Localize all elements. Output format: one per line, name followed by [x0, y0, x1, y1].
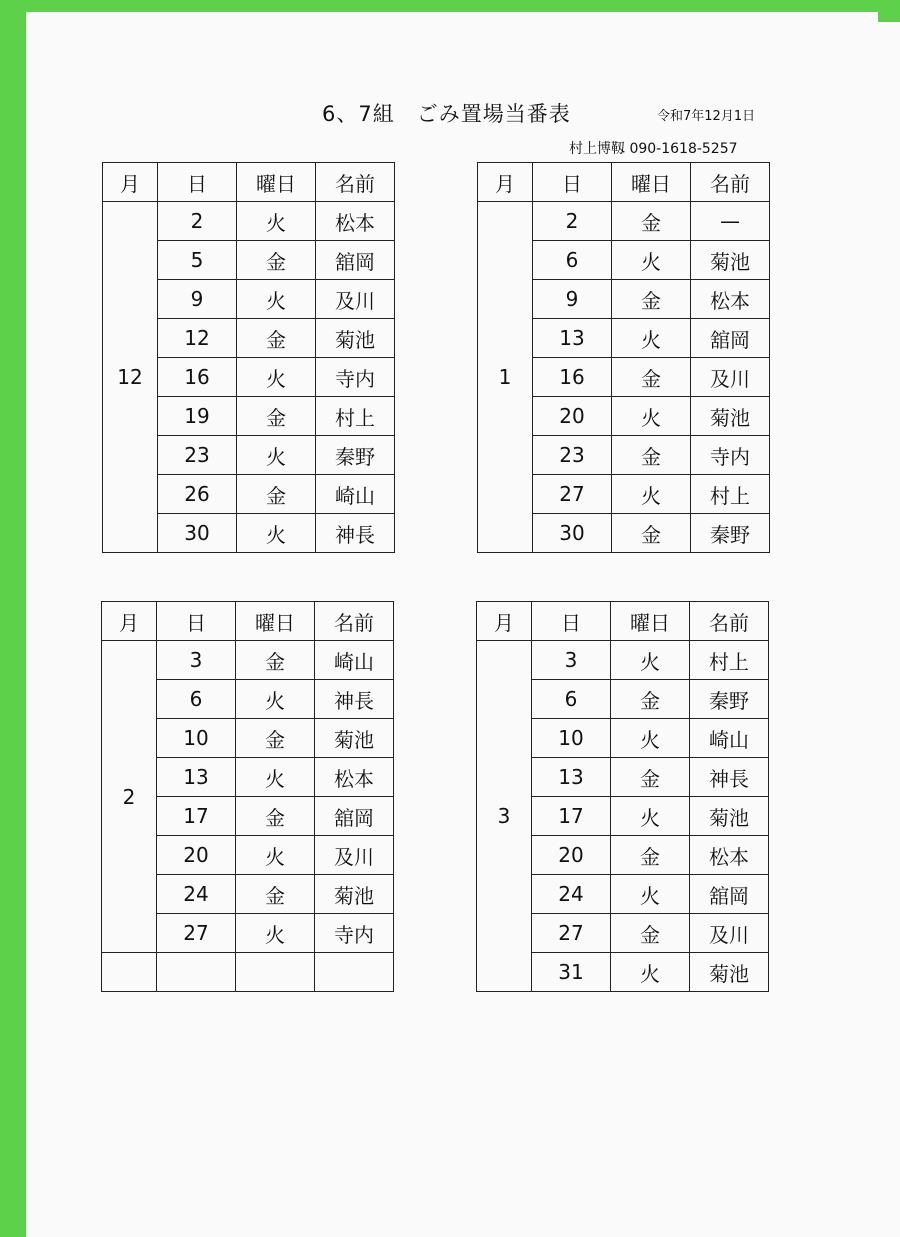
header-weekday: 曜日 [236, 602, 315, 641]
weekday-cell: 金 [236, 875, 315, 914]
day-cell: 20 [533, 397, 612, 436]
day-cell: 27 [532, 914, 611, 953]
schedule-table-december [102, 162, 395, 553]
weekday-cell: 火 [611, 719, 690, 758]
day-cell: 23 [158, 436, 237, 475]
day-cell: 30 [158, 514, 237, 553]
name-cell: 寺内 [316, 358, 395, 397]
month-cell: 2 [102, 641, 157, 953]
name-cell: 舘岡 [315, 797, 394, 836]
name-cell: 松本 [690, 836, 769, 875]
weekday-cell: 火 [236, 758, 315, 797]
weekday-cell: 火 [237, 358, 316, 397]
table-row [103, 202, 395, 241]
header-month: 月 [478, 163, 533, 202]
name-cell: 神長 [315, 680, 394, 719]
name-cell: 菊池 [316, 319, 395, 358]
weekday-cell: 火 [612, 319, 691, 358]
table-header-row [478, 163, 770, 202]
name-cell: 舘岡 [316, 241, 395, 280]
header-day: 日 [533, 163, 612, 202]
weekday-cell: 金 [236, 641, 315, 680]
day-cell: 3 [157, 641, 236, 680]
name-cell: 菊池 [315, 875, 394, 914]
weekday-cell: 金 [236, 719, 315, 758]
weekday-cell: 金 [612, 436, 691, 475]
weekday-cell: 火 [237, 202, 316, 241]
weekday-cell: 火 [611, 797, 690, 836]
weekday-cell: 火 [611, 875, 690, 914]
name-cell: 松本 [315, 758, 394, 797]
day-cell: 9 [158, 280, 237, 319]
weekday-cell: 金 [612, 280, 691, 319]
day-cell: 12 [158, 319, 237, 358]
day-cell: 24 [532, 875, 611, 914]
header-day: 日 [532, 602, 611, 641]
name-cell [315, 953, 394, 992]
day-cell: 13 [533, 319, 612, 358]
header-day: 日 [158, 163, 237, 202]
name-cell: 村上 [691, 475, 770, 514]
weekday-cell: 火 [612, 397, 691, 436]
weekday-cell: 金 [611, 758, 690, 797]
weekday-cell: 火 [236, 914, 315, 953]
name-cell: 秦野 [316, 436, 395, 475]
name-cell: 崎山 [690, 719, 769, 758]
month-cell: 3 [477, 641, 532, 992]
header-name: 名前 [690, 602, 769, 641]
weekday-cell: 金 [611, 680, 690, 719]
day-cell: 16 [158, 358, 237, 397]
day-cell: 13 [532, 758, 611, 797]
name-cell: 菊池 [690, 953, 769, 992]
day-cell: 20 [157, 836, 236, 875]
day-cell: 10 [532, 719, 611, 758]
weekday-cell: 火 [611, 953, 690, 992]
weekday-cell: 金 [612, 514, 691, 553]
name-cell: 及川 [690, 914, 769, 953]
day-cell: 3 [532, 641, 611, 680]
name-cell: 舘岡 [691, 319, 770, 358]
name-cell: 及川 [316, 280, 395, 319]
weekday-cell: 火 [611, 641, 690, 680]
name-cell: 菊池 [690, 797, 769, 836]
day-cell [157, 953, 236, 992]
name-cell: 寺内 [691, 436, 770, 475]
day-cell: 20 [532, 836, 611, 875]
weekday-cell: 金 [612, 202, 691, 241]
name-cell: 村上 [690, 641, 769, 680]
name-cell: 村上 [316, 397, 395, 436]
name-cell: 秦野 [691, 514, 770, 553]
page-title: 6、7組 ごみ置場当番表 [322, 102, 571, 126]
day-cell: 31 [532, 953, 611, 992]
header-month: 月 [102, 602, 157, 641]
weekday-cell: 金 [237, 397, 316, 436]
day-cell: 10 [157, 719, 236, 758]
table-row [478, 202, 770, 241]
day-cell: 6 [157, 680, 236, 719]
issue-date: 令和7年12月1日 [657, 109, 756, 124]
header-name: 名前 [316, 163, 395, 202]
header-name: 名前 [691, 163, 770, 202]
name-cell: 秦野 [690, 680, 769, 719]
name-cell: 菊池 [315, 719, 394, 758]
weekday-cell: 火 [237, 436, 316, 475]
name-cell: 寺内 [315, 914, 394, 953]
day-cell: 27 [533, 475, 612, 514]
header-month: 月 [103, 163, 158, 202]
weekday-cell: 火 [237, 280, 316, 319]
name-cell: 神長 [316, 514, 395, 553]
schedule-table-january [477, 162, 770, 553]
day-cell: 26 [158, 475, 237, 514]
weekday-cell: 火 [237, 514, 316, 553]
day-cell: 2 [533, 202, 612, 241]
day-cell: 5 [158, 241, 237, 280]
empty-month-cell [102, 953, 157, 992]
table-header-row [102, 602, 394, 641]
month-cell: 1 [478, 202, 533, 553]
day-cell: 23 [533, 436, 612, 475]
green-right-corner [878, 0, 900, 22]
header-name: 名前 [315, 602, 394, 641]
month-cell: 12 [103, 202, 158, 553]
day-cell: 27 [157, 914, 236, 953]
day-cell: 13 [157, 758, 236, 797]
header-weekday: 曜日 [237, 163, 316, 202]
name-cell: 及川 [691, 358, 770, 397]
weekday-cell: 金 [237, 319, 316, 358]
weekday-cell: 火 [236, 680, 315, 719]
name-cell: 崎山 [315, 641, 394, 680]
weekday-cell: 金 [611, 836, 690, 875]
weekday-cell: 火 [612, 475, 691, 514]
name-cell: 崎山 [316, 475, 395, 514]
name-cell: 松本 [691, 280, 770, 319]
table-header-row [477, 602, 769, 641]
day-cell: 16 [533, 358, 612, 397]
header-month: 月 [477, 602, 532, 641]
name-cell: 松本 [316, 202, 395, 241]
day-cell: 17 [157, 797, 236, 836]
weekday-cell [236, 953, 315, 992]
day-cell: 17 [532, 797, 611, 836]
header-day: 日 [157, 602, 236, 641]
name-cell: 菊池 [691, 241, 770, 280]
weekday-cell: 金 [236, 797, 315, 836]
table-header-row [103, 163, 395, 202]
schedule-table-february [101, 601, 394, 992]
day-cell: 6 [533, 241, 612, 280]
weekday-cell: 金 [237, 241, 316, 280]
weekday-cell: 火 [612, 241, 691, 280]
name-cell: 舘岡 [690, 875, 769, 914]
schedule-table-march [476, 601, 769, 992]
name-cell: 神長 [690, 758, 769, 797]
day-cell: 9 [533, 280, 612, 319]
day-cell: 24 [157, 875, 236, 914]
day-cell: 30 [533, 514, 612, 553]
day-cell: 6 [532, 680, 611, 719]
weekday-cell: 金 [611, 914, 690, 953]
day-cell: 2 [158, 202, 237, 241]
day-cell: 19 [158, 397, 237, 436]
weekday-cell: 金 [612, 358, 691, 397]
contact-info: 村上博靱 090-1618-5257 [569, 141, 738, 157]
green-top-border [0, 0, 900, 12]
green-left-border [0, 0, 26, 1237]
name-cell: 菊池 [691, 397, 770, 436]
name-cell: — [691, 202, 770, 241]
table-row [477, 641, 769, 680]
name-cell: 及川 [315, 836, 394, 875]
table-row [102, 953, 394, 992]
weekday-cell: 金 [237, 475, 316, 514]
header-weekday: 曜日 [612, 163, 691, 202]
header-weekday: 曜日 [611, 602, 690, 641]
weekday-cell: 火 [236, 836, 315, 875]
table-row [102, 641, 394, 680]
